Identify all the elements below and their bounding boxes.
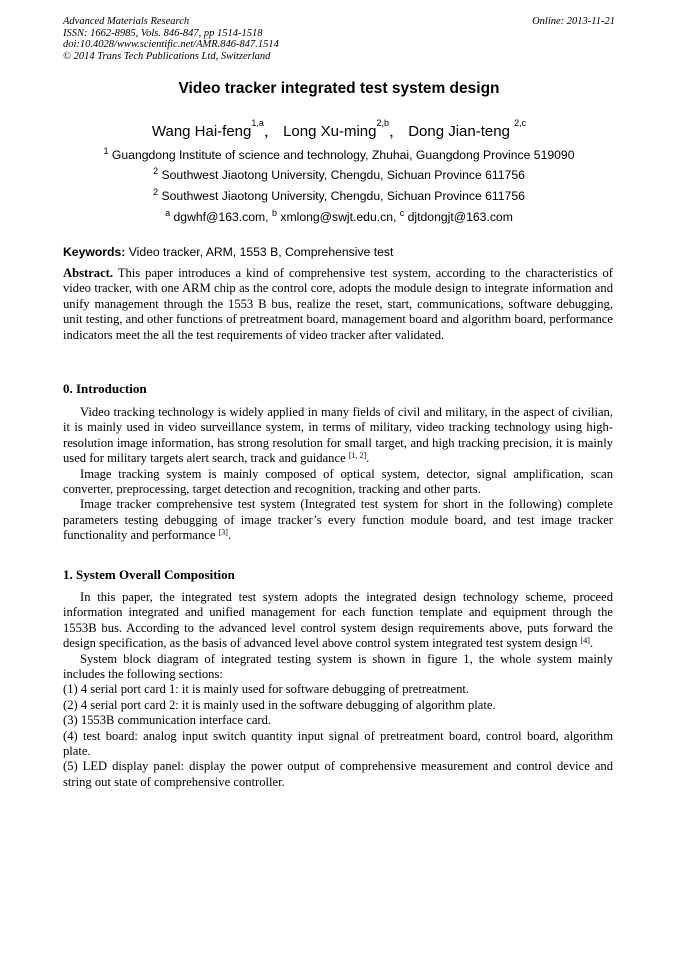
keywords-label: Keywords: — [63, 245, 126, 259]
paragraph-text: Image tracker comprehensive test system (Integrated test system for short in the following) complete parameters testing debugging of image tracker’s every function module board, and test image tracker functionality and performance — [63, 497, 613, 543]
citation: [4] — [580, 636, 590, 646]
author-name: Long Xu-ming — [283, 123, 377, 140]
paragraph — [63, 405, 613, 467]
abstract-text: This paper introduces a kind of comprehensive test system, according to the characteristics of video tracker, with one ARM chip as the control core, adopts the module design to integrate information and unify management through the 1553 B bus, realize the reset, start, communications, software debugging, unit testing, and other functions of pretreatment board, management board and algorithm board, performance indicators meet the all the test requirements of video tracker after validated. — [63, 266, 614, 342]
email-marker: a — [165, 208, 171, 218]
journal-issn: ISSN: 1662-8985, Vols. 846-847, pp 1514-1518 — [63, 27, 263, 39]
introduction-body — [63, 405, 613, 544]
paragraph-text: In this paper, the integrated test system adopts the integrated design technology scheme, proceed information integrated and unified management for each function template and equipment through the 1553B bus. According to the advanced level control system design requirements above, puts forward the design specification, as the basis of advanced level above control system integrated test system design — [63, 590, 613, 651]
paragraph — [63, 497, 613, 543]
paragraph-text: Video tracking technology is widely applied in many fields of civil and military, in the aspect of civilian, it is mainly used in video surveillance system, in terms of military, video tracking technology using high-resolution image information, has strong resolution for small target, and high tracking precision, it is mainly used for military targets alert search, track and guidance — [63, 405, 613, 466]
affiliation-number: 2 — [153, 166, 159, 176]
affiliation-text: Southwest Jiaotong University, Chengdu, Sichuan Province 611756 — [161, 189, 525, 203]
email-marker: b — [271, 208, 277, 218]
keywords — [63, 245, 623, 259]
list-item: (4) test board: analog input switch quantity input signal of pretreatment board, control board, algorithm plate. — [63, 728, 613, 759]
author-superscript: 2,b — [376, 118, 389, 128]
paragraph: Image tracking system is mainly composed of optical system, detector, signal amplification, scan converter, preprocessing, target detection and recognition, tracking and other parts. — [63, 466, 613, 497]
author-list — [0, 120, 678, 141]
component-list — [63, 682, 613, 790]
journal-header — [63, 16, 615, 62]
author-name: Wang Hai-feng — [151, 123, 252, 140]
system-composition-body — [63, 590, 613, 790]
abstract-label: Abstract. — [63, 266, 114, 280]
abstract — [63, 266, 613, 343]
list-item: (5) LED display panel: display the power output of comprehensive measurement and control device and string out state of comprehensive controller. — [63, 759, 613, 789]
section-heading-system-composition: 1. System Overall Composition — [63, 567, 235, 582]
affiliation-number: 1 — [103, 146, 109, 156]
list-item: (2) 4 serial port card 2: it is mainly used in the software debugging of algorithm plate. — [63, 697, 496, 712]
affiliation-number: 2 — [153, 187, 159, 197]
author-name: Dong Jian-teng — [408, 123, 510, 140]
email-a[interactable]: dgwhf@163.com, — [173, 210, 269, 224]
keywords-text: Video tracker, ARM, 1553 B, Comprehensive test — [128, 245, 394, 259]
journal-doi: doi:10.4028/www.scientific.net/AMR.846-847.1514 — [63, 39, 279, 50]
list-item: (1) 4 serial port card 1: it is mainly used for software debugging of pretreatment. — [63, 682, 470, 697]
journal-name: Advanced Materials Research — [63, 16, 190, 27]
author-separator: ， — [389, 123, 405, 140]
citation: [3] — [218, 528, 228, 538]
affiliation-text: Guangdong Institute of science and technology, Zhuhai, Guangdong Province 519090 — [111, 148, 575, 162]
affiliation — [0, 189, 678, 203]
citation: [1, 2] — [348, 451, 367, 461]
paragraph: System block diagram of integrated testing system is shown in figure 1, the whole system mainly includes the following sections: — [63, 651, 613, 682]
journal-copyright: © 2014 Trans Tech Publications Ltd, Switzerland — [63, 50, 271, 62]
online-date: Online: 2013-11-21 — [532, 16, 615, 27]
paragraph-end: . — [366, 451, 370, 466]
paragraph-end: . — [227, 528, 232, 543]
email-c[interactable]: djtdongjt@163.com — [407, 210, 513, 224]
list-item: (3) 1553B communication interface card. — [63, 713, 272, 728]
author-emails — [0, 210, 678, 224]
affiliation-text: Southwest Jiaotong University, Chengdu, Sichuan Province 611756 — [161, 168, 525, 182]
paragraph — [63, 590, 613, 652]
paper-title: Video tracker integrated test system design — [178, 80, 500, 97]
section-heading-introduction: 0. Introduction — [63, 381, 147, 396]
affiliation — [0, 148, 678, 162]
email-b[interactable]: xmlong@swjt.edu.cn, — [280, 210, 397, 224]
affiliation — [0, 168, 678, 182]
author-separator: ， — [263, 123, 279, 140]
author-superscript: 1,a — [251, 118, 264, 128]
paragraph-end: . — [589, 636, 594, 651]
email-marker: c — [399, 208, 405, 218]
author-superscript: 2,c — [514, 118, 527, 128]
